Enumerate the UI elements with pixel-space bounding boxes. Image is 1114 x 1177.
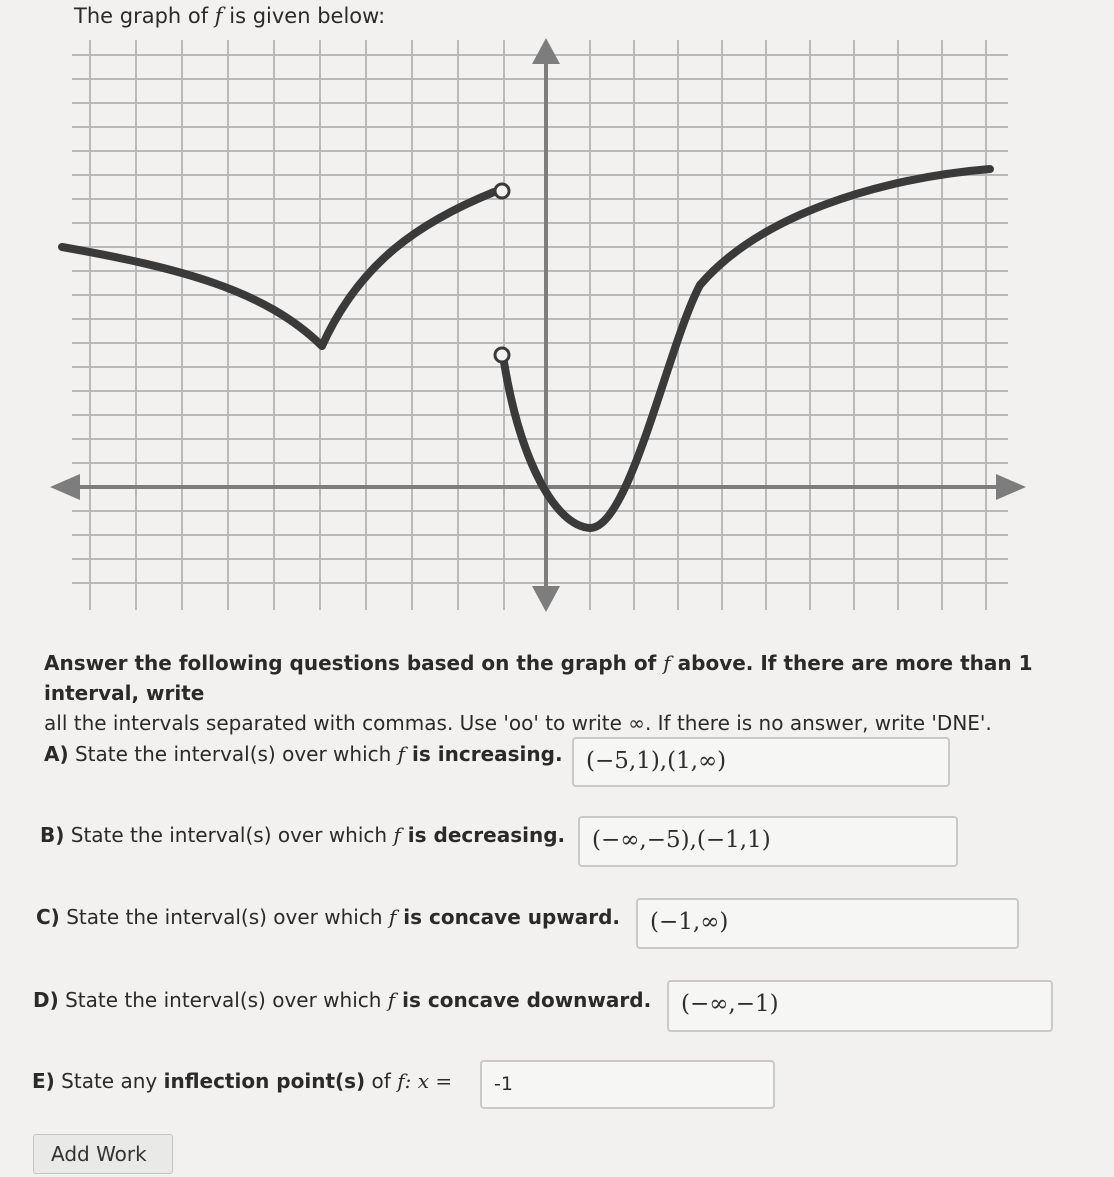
- instructions-line-1-suffix: above. If there are more than 1 interval, write: [44, 651, 1033, 705]
- curve-right-branch: [700, 169, 990, 285]
- question-a-letter: A): [44, 742, 69, 766]
- instructions-line-1: [44, 648, 1114, 708]
- curve-valley-branch: [504, 285, 700, 528]
- graph-title-prefix: The graph of: [74, 4, 215, 28]
- question-b: [40, 823, 565, 847]
- grid: [72, 40, 1008, 610]
- question-c-var: f: [388, 905, 397, 929]
- question-c-letter: C): [36, 905, 60, 929]
- open-circle-lower: [495, 348, 509, 362]
- open-circle-upper: [495, 184, 509, 198]
- question-a-text-suffix: is increasing.: [405, 742, 563, 766]
- x-axis-arrow-right: [996, 474, 1026, 500]
- question-e: [32, 1069, 452, 1093]
- instructions: [44, 648, 1114, 738]
- question-e-bold-text: inflection point(s): [163, 1069, 366, 1093]
- y-axis-arrow-top: [532, 38, 560, 64]
- answer-d-input[interactable]: (−∞,−1): [667, 980, 1053, 1032]
- question-b-text-prefix: State the interval(s) over which: [70, 823, 394, 847]
- question-e-text-prefix: State any: [61, 1069, 164, 1093]
- curve-rising-branch: [322, 192, 494, 346]
- question-d-text-prefix: State the interval(s) over which: [65, 988, 388, 1012]
- question-c-text-prefix: State the interval(s) over which: [66, 905, 389, 929]
- instructions-line-2: all the intervals separated with commas. Use 'oo' to write ∞. If there is no answer, write 'DNE'.: [44, 711, 992, 735]
- question-a-text-prefix: State the interval(s) over which: [74, 742, 398, 766]
- answer-a-input[interactable]: (−5,1),(1,∞): [572, 737, 950, 787]
- question-c: [36, 905, 620, 929]
- question-a: [44, 742, 563, 766]
- axes: [50, 38, 1026, 612]
- question-d-text-suffix: is concave downward.: [395, 988, 652, 1012]
- question-d: [33, 988, 651, 1012]
- curve-left-branch: [62, 247, 322, 346]
- graph-title-var: f: [214, 4, 223, 28]
- question-e-equation: : x =: [404, 1069, 453, 1093]
- question-e-letter: E): [32, 1069, 55, 1093]
- instructions-line-1-var: f: [663, 651, 671, 675]
- answer-e-input[interactable]: -1: [480, 1060, 775, 1109]
- question-b-text-suffix: is decreasing.: [400, 823, 566, 847]
- graph-title-suffix: is given below:: [222, 4, 386, 28]
- instructions-line-1-prefix: Answer the following questions based on the graph of: [44, 651, 664, 675]
- question-b-var: f: [393, 823, 401, 847]
- question-c-text-suffix: is concave upward.: [396, 905, 621, 929]
- y-axis-arrow-bottom: [532, 586, 560, 612]
- x-axis-arrow-left: [50, 474, 80, 500]
- question-e-text-mid: of: [365, 1069, 398, 1093]
- question-a-var: f: [397, 742, 406, 766]
- answer-c-input[interactable]: (−1,∞): [636, 898, 1019, 949]
- question-d-var: f: [387, 988, 396, 1012]
- add-work-button[interactable]: Add Work: [33, 1134, 173, 1174]
- question-d-letter: D): [33, 988, 59, 1012]
- question-b-letter: B): [40, 823, 65, 847]
- question-e-var: f: [397, 1069, 405, 1093]
- answer-b-input[interactable]: (−∞,−5),(−1,1): [578, 816, 958, 867]
